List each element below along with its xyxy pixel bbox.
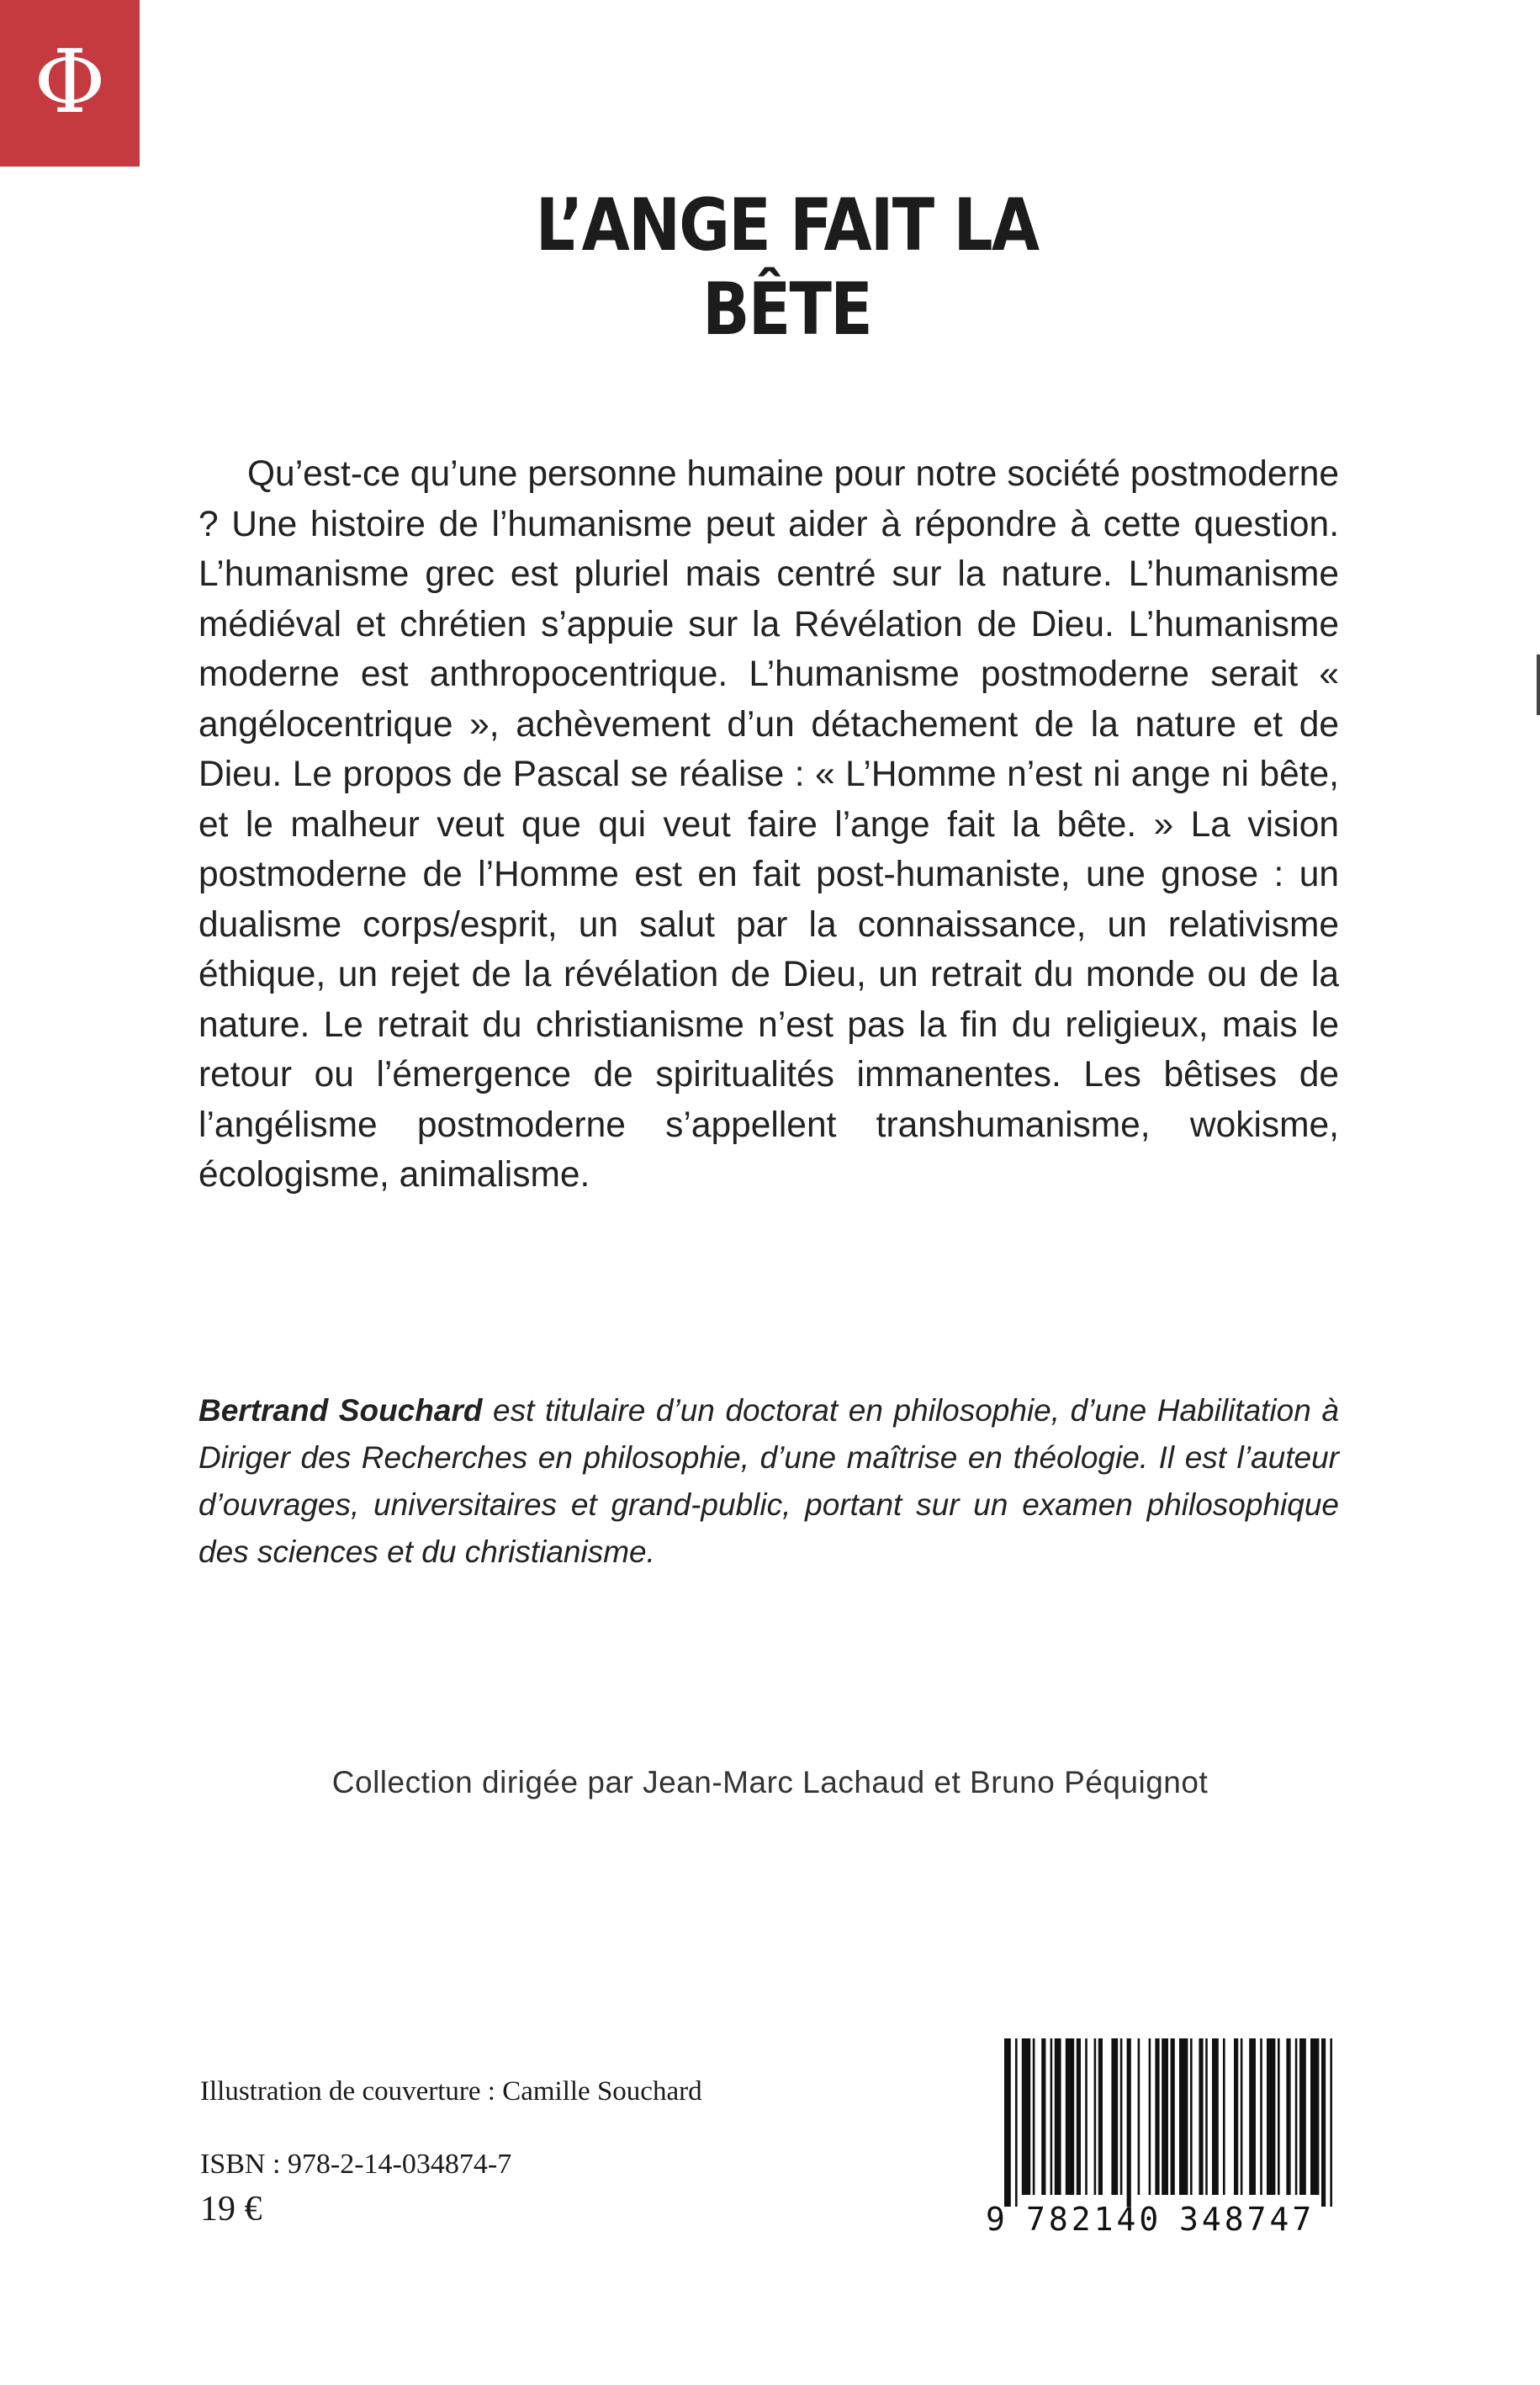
barcode-bar [1295,2038,1298,2195]
book-title: L’ANGE FAIT LA BÊTE [535,183,1039,352]
barcode-bar [1212,2038,1219,2195]
author-bio-text: est titulaire d’un doctorat en philosophie, d’une Habilitation à Diriger des Recherches en philosophie, d’une maîtrise en théologie. Il est l’auteur d’ouvrages, universitaires et grand-public, portant sur un examen philosophique des sciences et du christianisme. [198,1393,1339,1569]
book-summary: Qu’est-ce qu’une personne humaine pour notre société postmoderne ? Une histoire de l’humanisme peut aider à répondre à cette question. L’humanisme grec est pluriel mais centré sur la nature. L’humanisme médiéval et chrétien s’appuie sur la Révélation de Dieu. L’humanisme moderne est anthropocentrique. L’humanisme postmoderne serait « angélocentrique », achèvement d’un détachement de la nature et de Dieu. Le propos de Pascal se réalise : « L’Homme n’est ni ange ni bête, et le malheur veut que qui veut faire l’ange fait la bête. » La vision postmoderne de l’Homme est en fait post-humaniste, une gnose : un dualisme corps/esprit, un salut par la connaissance, un relativisme éthique, un rejet de la révélation de Dieu, un retrait du monde ou de la nature. Le retrait du christianisme n’est pas la fin du religieux, mais le retour ou l’émergence de spiritualités immanentes. Les bêtises de l’angélisme postmoderne s’appellent transhumanisme, wokisme, écologisme, animalisme. [198,454,1339,1195]
price: 19 € [200,2190,262,2229]
barcode-bar [1223,2038,1225,2195]
barcode-bar [1050,2038,1053,2195]
barcode-bar [1155,2038,1159,2195]
barcode-bars [1004,2038,1332,2207]
barcode-bar [1015,2038,1018,2207]
barcode-bar [1234,2038,1238,2195]
barcode-bar [1241,2038,1243,2195]
barcode-bar [1199,2038,1203,2195]
barcode-bar [1120,2038,1123,2195]
edge-mark [1537,655,1540,715]
phi-icon: Φ [34,30,106,133]
cover-illustration-credit: Illustration de couverture : Camille Souchard [200,2076,702,2107]
barcode-bar [1098,2038,1103,2195]
barcode-digits-left: 782140 [1026,2201,1162,2234]
barcode-bar [1278,2038,1280,2195]
barcode-bar [1149,2038,1151,2195]
barcode-bar [1111,2038,1118,2195]
barcode-bar [1179,2038,1188,2195]
collection-editors: Collection dirigée par Jean-Marc Lachaud et Bruno Péquignot [331,1765,1209,1799]
barcode-bar [1299,2038,1306,2195]
barcode [986,2038,1339,2234]
author-bio [198,1387,1339,1576]
barcode-bar [1162,2038,1168,2195]
barcode-bar [1094,2038,1097,2195]
barcode-bar [1127,2038,1131,2207]
barcode-bar [1077,2038,1081,2195]
barcode-bar [1249,2038,1256,2195]
isbn: ISBN : 978-2-14-034874-7 [200,2149,512,2180]
barcode-digits-right: 348747 [1179,2201,1315,2234]
author-name: Bertrand Souchard [198,1393,483,1428]
barcode-bar [1041,2038,1045,2195]
barcode-bar [1085,2038,1088,2195]
barcode-bar [1022,2038,1030,2195]
barcode-bar [1267,2038,1275,2195]
barcode-bar [1310,2038,1319,2195]
barcode-bar [1286,2038,1290,2195]
barcode-bar [1171,2038,1175,2195]
barcode-bar [1260,2038,1262,2195]
barcode-bar [1190,2038,1193,2195]
barcode-bar [1033,2038,1035,2195]
barcode-bar [1004,2038,1011,2207]
barcode-bar [1321,2038,1326,2207]
barcode-bar [1138,2038,1140,2195]
publisher-logo [0,0,140,167]
barcode-bar [1055,2038,1061,2195]
barcode-bar [1330,2038,1332,2207]
barcode-bar [1066,2038,1074,2195]
barcode-bar [1205,2038,1208,2195]
barcode-digit-prefix: 9 [986,2201,1005,2234]
